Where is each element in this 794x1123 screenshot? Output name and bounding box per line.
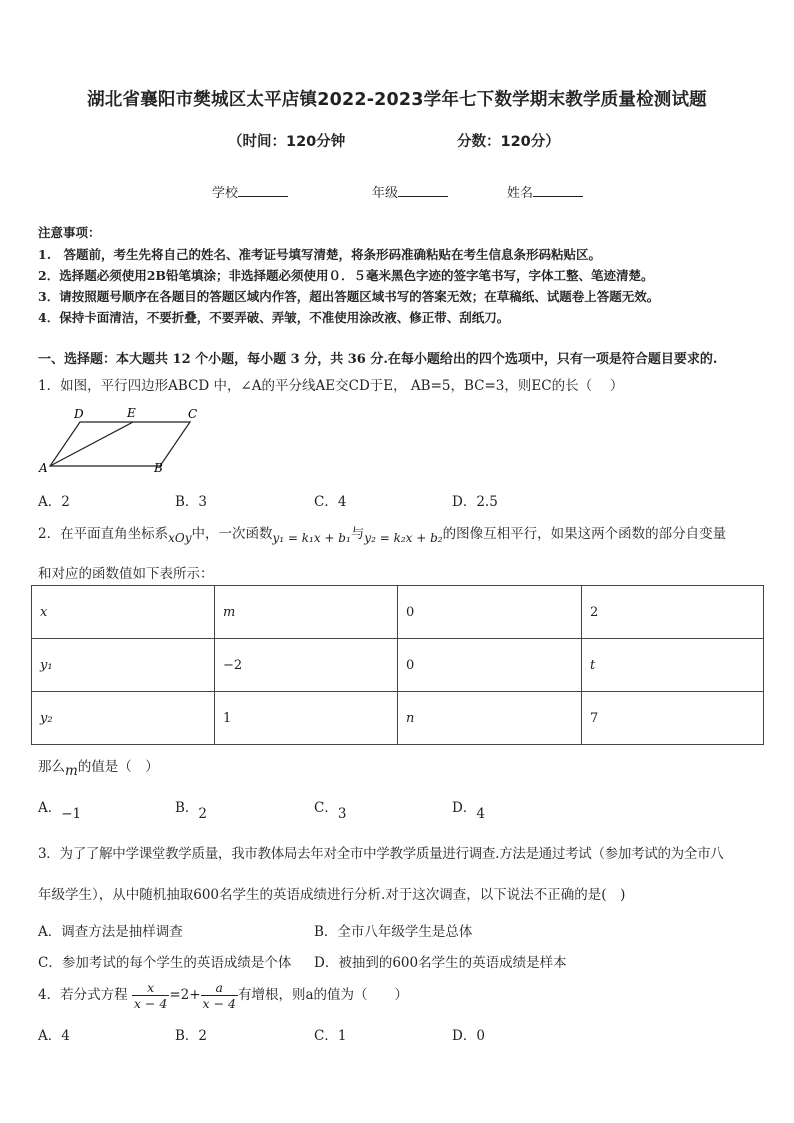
school-blank[interactable] [238,184,288,197]
label-d: D [74,407,84,421]
q2-ask-part1: 那么 [38,759,65,775]
q1-option-a[interactable]: A．2 [38,494,70,510]
question-2-text [38,522,727,545]
notice-item: 1. 答题前，考生先将自己的姓名、准考证号填写清楚，将条形码准确粘贴在考生信息条形码粘贴区。 [38,247,602,262]
q4-frac2-numerator: a [201,980,238,996]
q2-option-letter: B． [175,800,199,816]
grade-field [372,182,448,201]
q2-part3: 与 [350,526,365,542]
notice-item: 4．保持卡面清洁，不要折叠，不要弄破、弄皱，不准使用涂改液、修正带、刮纸刀。 [38,310,510,325]
q4-frac1-numerator: x [132,980,169,996]
q4-frac2-denominator: x − 4 [202,996,236,1011]
table-cell: t [582,639,764,692]
question-1-text: 1．如图，平行四边形ABCD 中，∠A的平分线AE交CD于E， AB=5，BC=3，则EC的长（ ） [38,378,624,394]
parallelogram-figure [38,402,208,474]
q4-option-c[interactable]: C．1 [314,1028,347,1044]
notice-item: 2．选择题必须使用2B铅笔填涂；非选择题必须使用０．５毫米黑色字迹的签字笔书写，字体工整、笔迹清楚。 [38,268,654,283]
table-cell: 7 [582,692,764,745]
bisector-ae [50,422,133,466]
q2-part4: 的图像互相平行，如果这两个函数的部分自变量 [442,526,727,542]
q3-option-b[interactable]: B．全市八年级学生是总体 [314,924,473,940]
table-cell: 0 [398,639,582,692]
name-label: 姓名 [507,186,534,201]
q4-option-b[interactable]: B．2 [175,1028,208,1044]
q2-option-a[interactable] [38,796,82,822]
q3-option-d[interactable]: D．被抽到的600名学生的英语成绩是样本 [314,955,567,971]
q2-option-value: −1 [61,806,82,822]
q4-fraction-1 [132,980,169,1011]
q2-option-value: 2 [198,806,208,822]
q4-part2: 有增根，则a的值为（ ） [237,987,409,1003]
table-cell: y₁ [32,639,215,692]
q2-coord-system: xOy [168,531,192,545]
table-cell: −2 [215,639,398,692]
q2-ask-part2: 的值是（ ） [77,759,159,775]
table-cell: y₂ [32,692,215,745]
table-cell: 1 [215,692,398,745]
exam-score: 分数：120分） [457,134,560,150]
q2-option-b[interactable] [175,796,208,822]
section-heading: 一、选择题：本大题共 12 个小题，每小题 3 分，共 36 分.在每小题给出的四个选项中，只有一项是符合题目要求的. [38,352,718,367]
notice-heading: 注意事项： [38,225,101,240]
q1-option-c[interactable]: C．4 [314,494,347,510]
q2-part2: 中，一次函数 [191,526,273,542]
label-e: E [127,406,136,420]
label-a: A [39,461,48,474]
question-4-text [38,978,408,1012]
grade-blank[interactable] [398,184,448,197]
q1-option-b[interactable]: B．3 [175,494,208,510]
values-table [31,585,764,745]
q2-option-letter: A． [38,800,62,816]
name-blank[interactable] [533,184,583,197]
label-c: C [188,407,198,421]
q2-function-2: y₂ = k₂x + b₂ [364,531,443,545]
q4-option-d[interactable]: D．0 [452,1028,485,1044]
q3-option-a[interactable]: A．调查方法是抽样调查 [38,924,183,940]
q2-option-value: 4 [476,806,485,822]
q2-option-d[interactable] [452,796,485,822]
q4-fraction-2 [201,980,238,1011]
table-cell: 2 [582,586,764,639]
q4-mid: =2+ [169,987,201,1003]
question-3-line2: 年级学生），从中随机抽取600名学生的英语成绩进行分析.对于这次调查，以下说法不正确的是( ) [38,887,626,903]
school-field [212,182,288,201]
q2-part1: 2．在平面直角坐标系 [38,526,169,542]
q1-option-d[interactable]: D．2.5 [452,494,498,510]
table-row [32,692,764,745]
notice-item: 3．请按照题号顺序在各题目的答题区域内作答，超出答题区域书写的答案无效；在草稿纸、试题卷上答题无效。 [38,289,660,304]
q2-function-1: y₁ = k₁x + b₁ [272,531,351,545]
table-cell: m [215,586,398,639]
question-2-line2: 和对应的函数值如下表所示： [38,566,214,582]
page-title: 湖北省襄阳市樊城区太平店镇2022-2023学年七下数学期末教学质量检测试题 [87,90,707,110]
table-cell: n [398,692,582,745]
q2-option-letter: C． [314,800,338,816]
q4-frac1-denominator: x − 4 [133,996,168,1011]
q2-option-value: 3 [337,806,347,822]
q2-option-letter: D． [452,800,477,816]
table-cell: x [32,586,215,639]
q2-option-c[interactable] [314,796,347,822]
q2-ask-var: m [65,763,78,779]
q3-option-c[interactable]: C．参加考试的每个学生的英语成绩是个体 [38,955,292,971]
label-b: B [154,461,163,474]
table-row [32,639,764,692]
question-3-line1: 3．为了了解中学课堂教学质量，我市教体局去年对全市中学教学质量进行调查.方法是通过考试（参加考试的为全市八 [38,846,724,862]
grade-label: 年级 [372,186,399,201]
exam-time: （时间：120分钟 [228,134,346,150]
q4-option-a[interactable]: A．4 [38,1028,70,1044]
name-field [507,182,583,201]
table-row [32,586,764,639]
school-label: 学校 [212,186,239,201]
question-2-ask [38,755,159,779]
table-cell: 0 [398,586,582,639]
q4-part1: 4．若分式方程 [38,987,128,1003]
